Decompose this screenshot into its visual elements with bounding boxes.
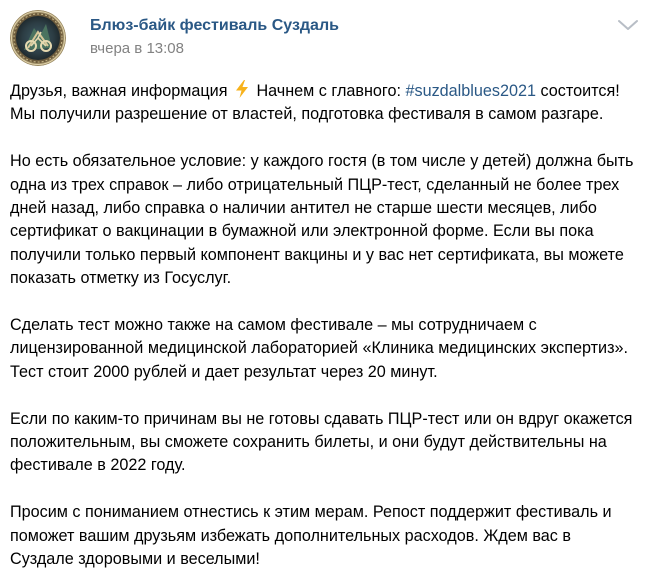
hashtag-link[interactable]: #suzdalblues2021 — [405, 82, 536, 100]
text-line: Сделать тест можно также на самом фестивале – мы сотрудничаем с — [10, 316, 537, 335]
text-line: Если по каким-то причинам вы не готовы сдавать ПЦР-тест или он вдруг окажется — [10, 409, 633, 428]
post-header — [10, 10, 653, 66]
text-line: Тест стоит 2000 рублей и дает результат через 20 минут. — [10, 362, 438, 381]
text-line: Но есть обязательное условие: у каждого гостя (в том числе у детей) должна быть — [10, 152, 634, 171]
lightning-bolt-icon — [233, 79, 251, 99]
paragraph-2 — [10, 150, 650, 290]
text-line — [10, 79, 650, 103]
paragraph-4 — [10, 408, 650, 478]
festival-logo-avatar[interactable] — [10, 10, 66, 66]
post-date-link[interactable]: вчера в 13:08 — [90, 40, 184, 57]
text-line: положительным, вы сможете сохранить билеты, и они будут действительны на — [10, 433, 607, 452]
text-line: Просим с пониманием отнестись к этим мерам. Репост поддержит фестиваль и — [10, 503, 612, 522]
text-line: получили только первый компонент вакцины и у вас нет сертификата, вы можете — [10, 245, 624, 264]
text-line: одна из трех справок – либо отрицательный ПЦР-тест, сделанный не более трех — [10, 175, 620, 194]
post-author-link[interactable]: Блюз-байк фестиваль Суздаль — [90, 17, 339, 34]
text-line: поможет вашим друзьям избежать дополнительных расходов. Ждем вас в — [10, 526, 571, 545]
post-text — [10, 79, 650, 571]
text-line: фестивале в 2022 году. — [10, 456, 186, 475]
paragraph-3 — [10, 314, 650, 384]
intro-text: Друзья, важная информация — [10, 82, 228, 100]
text-line: лицензированной медицинской лабораторией «Клиника медицинских экспертиз». — [10, 339, 629, 358]
text-line: Мы получили разрешение от властей, подготовка фестиваля в самом разгаре. — [10, 105, 604, 124]
text-line: дней назад, либо справка о наличии антител не старше шести месяцев, либо — [10, 199, 597, 218]
text-line: сертификат о вакцинации в бумажной или электронной форме. Если вы пока — [10, 222, 594, 241]
paragraph-1 — [10, 79, 650, 127]
intro-text-2: Начнем с главного: — [256, 82, 406, 100]
intro-text-3: состоится! — [536, 82, 620, 100]
text-line: показать отметку из Госуслуг. — [10, 269, 232, 288]
chevron-down-icon[interactable] — [617, 18, 639, 32]
paragraph-5 — [10, 501, 650, 571]
text-line: Суздале здоровыми и веселыми! — [10, 550, 260, 569]
